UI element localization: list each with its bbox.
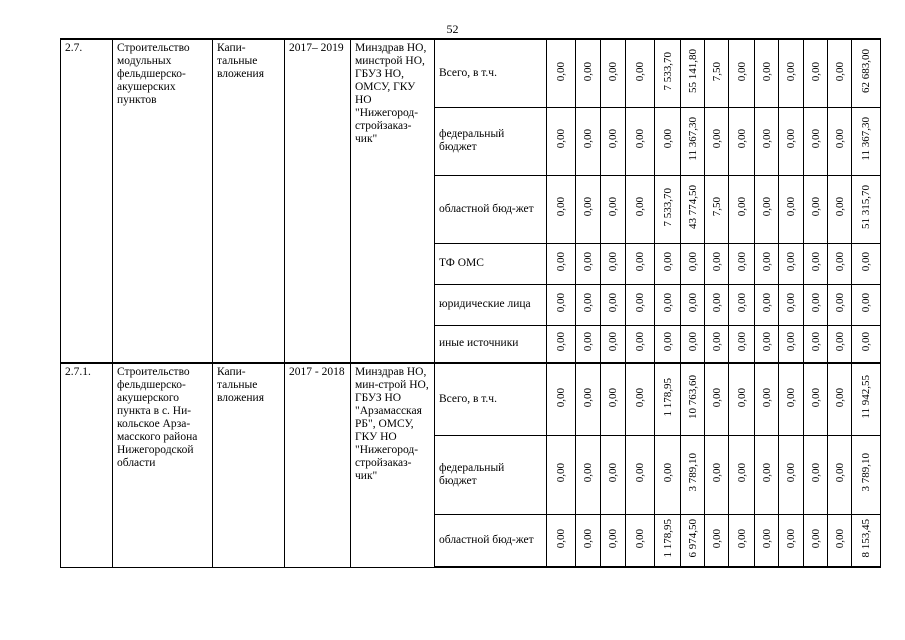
amount-value: 0,00 [582,129,594,149]
amount-cell [705,363,729,435]
amount-value: 3 789,10 [686,453,699,492]
amount-cell [655,175,681,243]
amount-cell [576,325,601,363]
amount-cell [852,107,881,175]
amount-cell [681,325,705,363]
amount-cell [755,284,779,325]
amount-value: 0,00 [607,61,619,81]
amount-cell [779,39,804,107]
expense-type: Капи-тальные вложения [213,363,285,567]
amount-value: 0,00 [634,251,646,272]
amount-cell [779,175,804,243]
amount-value: 0,00 [760,528,773,548]
amount-cell [828,514,852,567]
amount-value: 0,00 [634,332,646,352]
amount-value: 0,00 [760,387,773,407]
amount-value: 0,00 [634,387,646,407]
amount-cell [601,435,626,514]
amount-cell [547,39,576,107]
amount-cell [705,435,729,514]
amount-value: 0,00 [634,129,646,149]
amount-value: 7,50 [710,197,723,217]
amount-cell [576,284,601,325]
amount-cell [705,107,729,175]
amount-cell [779,435,804,514]
amount-cell [755,175,779,243]
funding-source: Всего, в т.ч. [435,39,547,107]
table-row [61,363,881,435]
amount-value: 0,00 [809,332,822,352]
amount-cell [681,107,705,175]
funding-source: областной бюд-жет [435,514,547,567]
amount-value: 0,00 [634,462,646,483]
amount-cell [626,325,655,363]
amount-value: 0,00 [634,292,646,313]
project-name: Строительство модульных фельдшерско-акушерских пунктов [113,39,213,363]
amount-value: 0,00 [555,332,567,352]
amount-cell [804,435,828,514]
amount-value: 0,00 [833,462,846,483]
amount-cell [655,39,681,107]
amount-cell [626,243,655,284]
amount-value: 0,00 [634,61,646,81]
amount-cell [655,107,681,175]
budget-table [60,38,881,568]
amount-value: 55 141,80 [686,49,699,94]
amount-cell [547,107,576,175]
amount-value: 0,00 [785,292,797,313]
amount-cell [601,107,626,175]
amount-value: 0,00 [686,332,699,352]
amount-value: 0,00 [661,332,674,352]
amount-value: 0,00 [582,61,594,81]
amount-cell [626,284,655,325]
amount-value: 0,00 [582,292,594,313]
amount-value: 62 683,00 [860,49,872,94]
amount-value: 0,00 [785,197,797,217]
amount-cell [547,243,576,284]
amount-cell [779,325,804,363]
amount-cell [729,39,755,107]
amount-cell [547,514,576,567]
amount-cell [681,363,705,435]
amount-cell [681,243,705,284]
amount-value: 0,00 [686,251,699,272]
amount-cell [828,284,852,325]
project-code: 2.7.1. [61,363,113,567]
amount-cell [655,243,681,284]
amount-value: 0,00 [582,462,594,483]
amount-cell [828,39,852,107]
amount-cell [852,325,881,363]
funding-source: областной бюд-жет [435,175,547,243]
amount-value: 0,00 [634,528,646,548]
amount-cell [804,107,828,175]
amount-value: 0,00 [661,292,674,313]
amount-value: 0,00 [607,292,619,313]
amount-value: 0,00 [833,387,846,407]
amount-cell [755,243,779,284]
amount-cell [852,363,881,435]
amount-value: 11 367,30 [860,117,872,161]
amount-cell [576,435,601,514]
amount-cell [852,435,881,514]
amount-cell [626,107,655,175]
amount-cell [705,284,729,325]
amount-value: 0,00 [833,129,846,149]
amount-value: 43 774,50 [686,185,699,229]
amount-value: 0,00 [833,528,846,548]
amount-value: 0,00 [760,462,773,483]
amount-value: 0,00 [833,292,846,313]
project-executors: Минздрав НО, мин-строй НО, ГБУЗ НО "Арзамасская РБ", ОМСУ, ГКУ НО "Нижегород-стройзаказ-чик" [351,363,435,567]
amount-value: 0,00 [860,292,872,313]
amount-value: 0,00 [809,129,822,149]
amount-value: 7 533,70 [661,187,674,227]
amount-value: 0,00 [555,528,567,548]
amount-value: 0,00 [735,292,748,313]
amount-cell [729,284,755,325]
amount-value: 0,00 [710,528,723,548]
amount-cell [729,325,755,363]
amount-value: 0,00 [760,332,773,352]
amount-cell [547,325,576,363]
project-executors: Минздрав НО, минстрой НО, ГБУЗ НО, ОМСУ, ГКУ НО "Нижегород-стройзаказ-чик" [351,39,435,363]
amount-value: 0,00 [607,332,619,352]
amount-value: 0,00 [710,251,723,272]
amount-value: 0,00 [809,197,822,217]
amount-cell [852,243,881,284]
amount-value: 0,00 [607,129,619,149]
amount-cell [804,514,828,567]
amount-value: 0,00 [582,528,594,548]
amount-cell [729,175,755,243]
amount-value: 0,00 [555,292,567,313]
funding-source: иные источники [435,325,547,363]
amount-cell [852,284,881,325]
amount-cell [755,39,779,107]
amount-cell [852,39,881,107]
amount-cell [779,284,804,325]
amount-value: 0,00 [607,197,619,217]
amount-cell [729,435,755,514]
amount-cell [779,363,804,435]
amount-cell [547,435,576,514]
amount-value: 8 153,45 [860,519,872,558]
amount-value: 0,00 [809,292,822,313]
amount-value: 0,00 [735,197,748,217]
amount-value: 0,00 [735,129,748,149]
amount-cell [755,363,779,435]
amount-cell [705,175,729,243]
amount-value: 0,00 [661,251,674,272]
amount-cell [729,243,755,284]
amount-value: 1 178,95 [661,378,674,417]
amount-cell [705,514,729,567]
amount-cell [626,175,655,243]
page-number: 52 [446,22,459,36]
amount-value: 0,00 [833,332,846,352]
amount-value: 0,00 [735,61,748,81]
amount-value: 0,00 [760,129,773,149]
amount-value: 7,50 [710,61,723,81]
amount-cell [655,435,681,514]
amount-cell [601,363,626,435]
amount-value: 0,00 [785,387,797,407]
amount-value: 0,00 [555,129,567,149]
amount-value: 0,00 [735,462,748,483]
amount-cell [779,514,804,567]
amount-value: 0,00 [809,387,822,407]
amount-cell [828,325,852,363]
amount-value: 3 789,10 [860,453,872,492]
amount-cell [828,363,852,435]
amount-cell [626,39,655,107]
amount-value: 11 367,30 [686,117,699,161]
amount-cell [655,514,681,567]
amount-value: 0,00 [582,332,594,352]
amount-value: 0,00 [555,462,567,483]
amount-value: 0,00 [785,332,797,352]
amount-value: 0,00 [833,61,846,81]
amount-cell [601,39,626,107]
project-code: 2.7. [61,39,113,363]
amount-cell [804,363,828,435]
amount-value: 0,00 [735,528,748,548]
amount-cell [626,363,655,435]
amount-value: 0,00 [582,197,594,217]
amount-cell [681,435,705,514]
amount-cell [828,175,852,243]
amount-cell [601,514,626,567]
amount-value: 0,00 [785,462,797,483]
amount-value: 0,00 [809,251,822,272]
amount-value: 0,00 [860,332,872,352]
project-name: Строительство фельдшерско-акушерского пункта в с. Ни-кольское Арза-масского района Нижегородской области [113,363,213,567]
amount-value: 10 763,60 [686,375,699,420]
amount-cell [576,363,601,435]
amount-value: 0,00 [555,387,567,407]
amount-value: 0,00 [785,61,797,81]
amount-cell [705,39,729,107]
amount-cell [655,325,681,363]
amount-cell [755,107,779,175]
amount-cell [626,435,655,514]
amount-cell [804,284,828,325]
funding-source: Всего, в т.ч. [435,363,547,435]
funding-source: юридические лица [435,284,547,325]
amount-cell [576,107,601,175]
amount-cell [681,39,705,107]
amount-cell [601,243,626,284]
amount-value: 0,00 [809,528,822,548]
amount-cell [601,325,626,363]
amount-cell [547,363,576,435]
amount-cell [626,514,655,567]
amount-cell [705,243,729,284]
amount-cell [601,175,626,243]
amount-cell [655,363,681,435]
amount-value: 7 533,70 [661,52,674,91]
amount-value: 0,00 [661,129,674,149]
amount-value: 0,00 [634,197,646,217]
amount-value: 0,00 [833,251,846,272]
amount-cell [804,325,828,363]
amount-value: 0,00 [607,528,619,548]
amount-value: 0,00 [735,332,748,352]
amount-cell [729,363,755,435]
amount-value: 0,00 [607,387,619,407]
amount-cell [804,175,828,243]
amount-value: 0,00 [710,332,723,352]
amount-cell [576,39,601,107]
amount-value: 1 178,95 [661,519,674,558]
amount-value: 0,00 [760,61,773,81]
amount-cell [755,325,779,363]
amount-cell [755,435,779,514]
amount-value: 0,00 [555,251,567,272]
amount-value: 0,00 [710,462,723,483]
amount-value: 0,00 [809,462,822,483]
amount-cell [828,107,852,175]
amount-cell [852,175,881,243]
amount-value: 0,00 [661,462,674,483]
amount-cell [681,175,705,243]
amount-cell [755,514,779,567]
amount-cell [828,435,852,514]
amount-value: 0,00 [833,197,846,217]
amount-cell [681,514,705,567]
amount-value: 0,00 [710,129,723,149]
amount-cell [852,514,881,567]
amount-cell [804,39,828,107]
project-period: 2017 - 2018 [285,363,351,567]
amount-value: 0,00 [582,387,594,407]
amount-cell [576,243,601,284]
amount-value: 0,00 [809,61,822,81]
amount-value: 0,00 [785,129,797,149]
amount-cell [729,514,755,567]
amount-cell [655,284,681,325]
amount-cell [547,175,576,243]
amount-cell [828,243,852,284]
amount-value: 0,00 [686,292,699,313]
amount-value: 0,00 [785,251,797,272]
amount-cell [779,243,804,284]
amount-value: 0,00 [582,251,594,272]
project-period: 2017– 2019 [285,39,351,363]
funding-source: ТФ ОМС [435,243,547,284]
amount-value: 0,00 [735,387,748,407]
amount-value: 11 942,55 [860,375,872,420]
amount-cell [705,325,729,363]
table-row [61,39,881,107]
amount-value: 51 315,70 [860,185,872,229]
amount-value: 0,00 [710,387,723,407]
amount-value: 0,00 [760,251,773,272]
amount-cell [576,514,601,567]
amount-value: 0,00 [785,528,797,548]
amount-value: 0,00 [710,292,723,313]
amount-value: 6 974,50 [686,519,699,558]
amount-value: 0,00 [555,197,567,217]
amount-cell [576,175,601,243]
amount-value: 0,00 [555,61,567,81]
amount-cell [729,107,755,175]
amount-value: 0,00 [760,292,773,313]
amount-cell [547,284,576,325]
amount-value: 0,00 [760,197,773,217]
amount-cell [804,243,828,284]
amount-cell [681,284,705,325]
amount-value: 0,00 [735,251,748,272]
expense-type: Капи-тальные вложения [213,39,285,363]
amount-value: 0,00 [860,251,872,272]
funding-source: федеральный бюджет [435,107,547,175]
amount-value: 0,00 [607,251,619,272]
amount-value: 0,00 [607,462,619,483]
amount-cell [779,107,804,175]
amount-cell [601,284,626,325]
funding-source: федеральный бюджет [435,435,547,514]
